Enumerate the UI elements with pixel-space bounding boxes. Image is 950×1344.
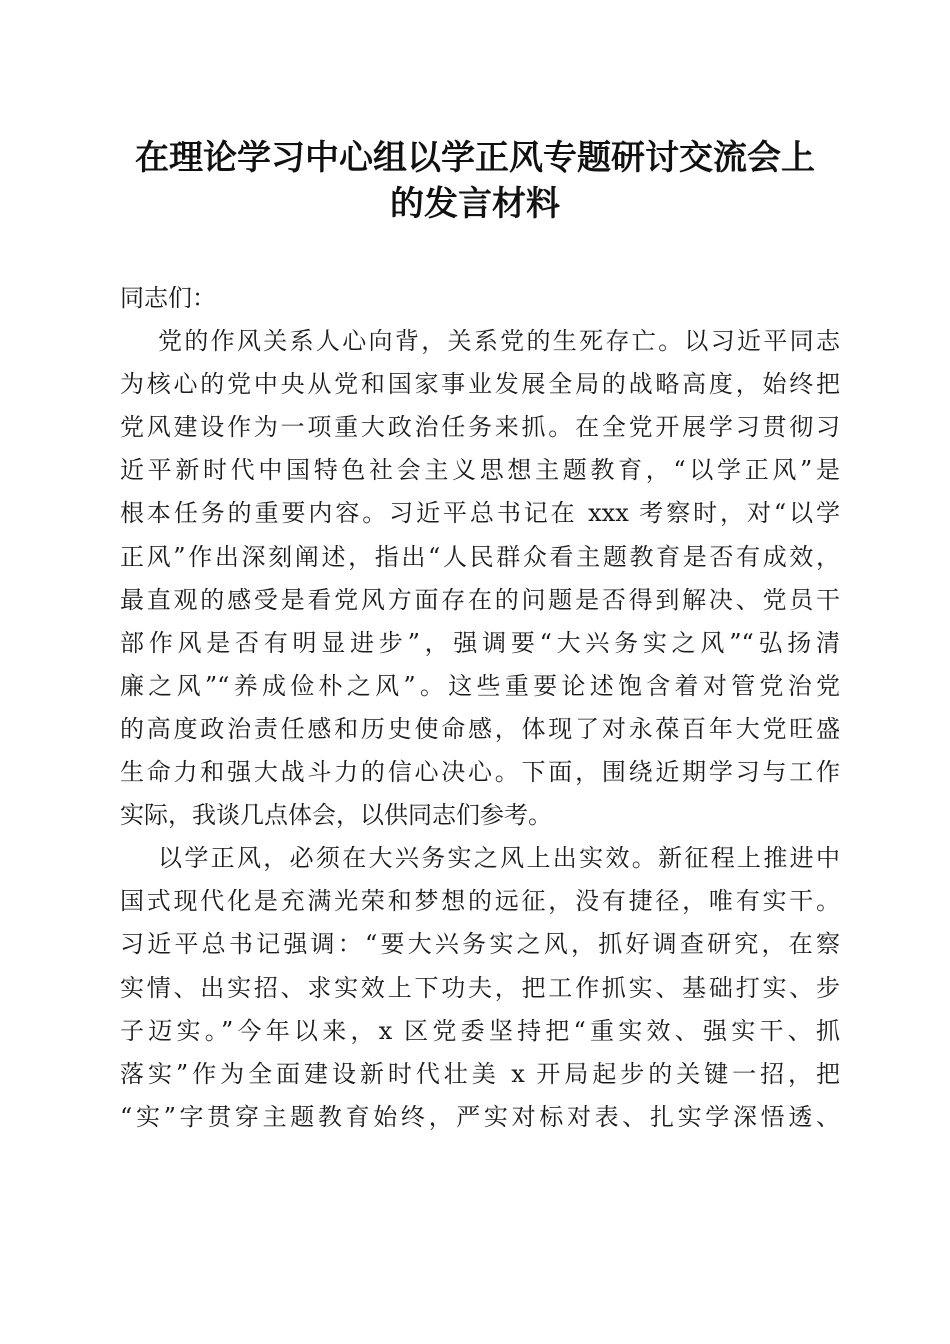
paragraph-line: 以学正风，必须在大兴务实之风上出实效。新征程上推进中	[158, 844, 840, 873]
paragraph-line: 正风”作出深刻阐述，指出“人民群众看主题教育是否有成效，	[120, 542, 840, 571]
paragraph-line: 部作风是否有明显进步”，强调要“大兴务实之风”“弘扬清	[120, 628, 840, 657]
paragraph-line: 党风建设作为一项重大政治任务来抓。在全党开展学习贯彻习	[120, 413, 840, 442]
document-title	[100, 135, 850, 227]
paragraph-line: 为核心的党中央从党和国家事业发展全局的战略高度，始终把	[120, 370, 840, 399]
paragraph-line: 最直观的感受是看党风方面存在的问题是否得到解决、党员干	[120, 585, 840, 614]
paragraph-line: 习近平总书记强调：“要大兴务实之风，抓好调查研究，在察	[120, 930, 840, 959]
paragraph-line: 实情、出实招、求实效上下功夫，把工作抓实、基础打实、步	[120, 973, 840, 1002]
paragraph-line: “实”字贯穿主题教育始终，严实对标对表、扎实学深悟透、	[120, 1102, 840, 1131]
title-line-2: 的发言材料	[390, 184, 560, 224]
paragraph-line: 的高度政治责任感和历史使命感，体现了对永葆百年大党旺盛	[120, 714, 840, 743]
paragraph-1	[120, 320, 840, 837]
paragraph-line: 生命力和强大战斗力的信心决心。下面，围绕近期学习与工作	[120, 758, 840, 787]
paragraph-line: 党的作风关系人心向背，关系党的生死存亡。以习近平同志	[158, 327, 840, 356]
paragraph-line: 实际，我谈几点体会，以供同志们参考。	[120, 801, 552, 830]
paragraph-line: 根本任务的重要内容。习近平总书记在 xxx 考察时，对“以学	[120, 499, 840, 528]
paragraph-line: 子迈实。”今年以来，x 区党委坚持把“重实效、强实干、抓	[120, 1016, 840, 1045]
paragraph-line: 国式现代化是充满光荣和梦想的远征，没有捷径，唯有实干。	[120, 887, 840, 916]
paragraph-line: 近平新时代中国特色社会主义思想主题教育，“以学正风”是	[120, 456, 840, 485]
paragraph-2	[120, 837, 840, 1139]
paragraph-line: 廉之风”“养成俭朴之风”。这些重要论述饱含着对管党治党	[120, 671, 840, 700]
title-line-1: 在理论学习中心组以学正风专题研讨交流会上	[135, 138, 815, 178]
salutation: 同志们：	[120, 284, 216, 312]
paragraph-line: 落实”作为全面建设新时代壮美 x 开局起步的关键一招，把	[120, 1059, 840, 1088]
document-body	[120, 277, 840, 1139]
